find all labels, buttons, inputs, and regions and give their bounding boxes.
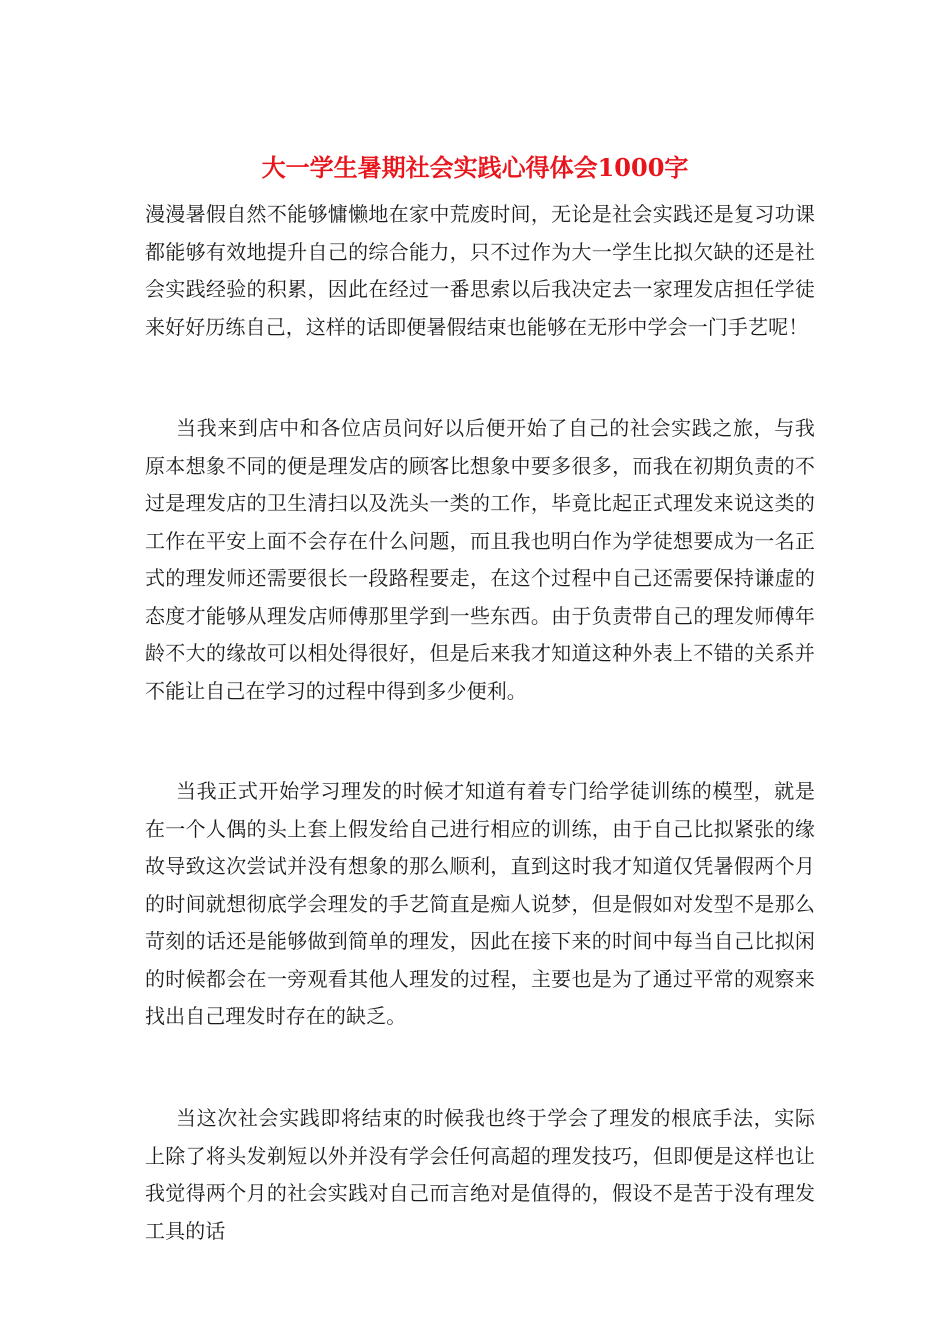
paragraph-conclusion: 当这次社会实践即将结束的时候我也终于学会了理发的根底手法，实际上除了将头发剃短以外并没有学会任何高超的理发技巧，但即便是这样也让我觉得两个月的社会实践对自己而言绝对是值得的，假设不是苦于没有理发工具的话 (145, 1106, 815, 1243)
document-title: 大一学生暑期社会实践心得体会1000字 (261, 153, 689, 182)
paragraph-intro: 漫漫暑假自然不能够慵懒地在家中荒废时间，无论是社会实践还是复习功课都能够有效地提升自己的综合能力，只不过作为大一学生比拟欠缺的还是社会实践经验的积累，因此在经过一番思索以后我决定去一家理发店担任学徒来好好历练自己，这样的话即便暑假结束也能够在无形中学会一门手艺呢！ (145, 202, 815, 339)
paragraph-training: 当我正式开始学习理发的时候才知道有着专门给学徒训练的模型，就是在一个人偶的头上套上假发给自己进行相应的训练，由于自己比拟紧张的缘故导致这次尝试并没有想象的那么顺利，直到这时我才知道仅凭暑假两个月的时间就想彻底学会理发的手艺简直是痴人说梦，但是假如对发型不是那么苛刻的话还是能够做到简单的理发，因此在接下来的时间中每当自己比拟闲的时候都会在一旁观看其他人理发的过程，主要也是为了通过平常的观察来找出自己理发时存在的缺乏。 (145, 779, 815, 1028)
paragraph-arrival: 当我来到店中和各位店员问好以后便开始了自己的社会实践之旅，与我原本想象不同的便是理发店的顾客比想象中要多很多，而我在初期负责的不过是理发店的卫生清扫以及洗头一类的工作，毕竟比起正式理发来说这类的工作在平安上面不会存在什么问题，而且我也明白作为学徒想要成为一名正式的理发师还需要很长一段路程要走，在这个过程中自己还需要保持谦虚的态度才能够从理发店师傅那里学到一些东西。由于负责带自己的理发师傅年龄不大的缘故可以相处得很好，但是后来我才知道这种外表上不错的关系并不能让自己在学习的过程中得到多少便利。 (145, 416, 815, 703)
